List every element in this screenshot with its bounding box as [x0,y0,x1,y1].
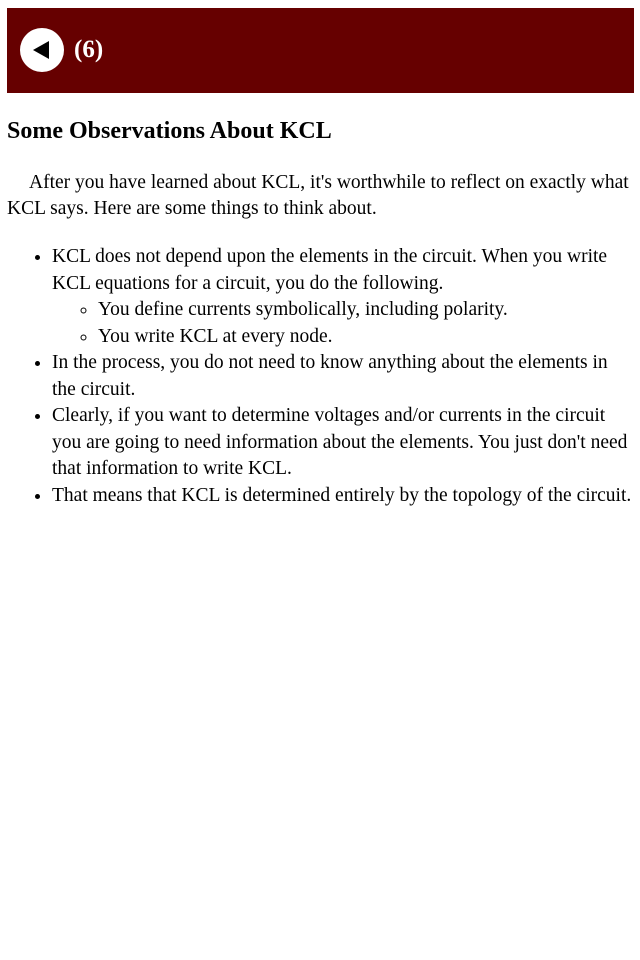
back-arrow-icon [29,37,55,63]
back-button[interactable] [20,28,64,72]
sub-list [52,297,635,350]
main-content [7,114,635,509]
observations-list [7,244,635,509]
page-title: Some Observations About KCL [7,118,332,144]
page-number: (6) [74,36,104,63]
list-item: • In the process, you do not need to know anything about the elements in the circuit. [52,350,635,403]
intro-paragraph: After you have learned about KCL, it's worthwhile to reflect on exactly what KCL says. Here are some things to think about. [7,172,629,219]
list-item [52,244,635,350]
sub-list-item: ◦ You write KCL at every node. [98,324,635,351]
sub-list-item: ◦ You define currents symbolically, including polarity. [98,297,635,324]
list-item-text: KCL does not depend upon the elements in the circuit. When you write KCL equations for a circuit, you do the following. [52,246,608,294]
header-bar [7,8,634,93]
list-item: • Clearly, if you want to determine voltages and/or currents in the circuit you are going to need information about the elements. You just don't need that information to write KCL. [52,403,635,483]
list-item: • That means that KCL is determined entirely by the topology of the circuit. [52,483,635,510]
